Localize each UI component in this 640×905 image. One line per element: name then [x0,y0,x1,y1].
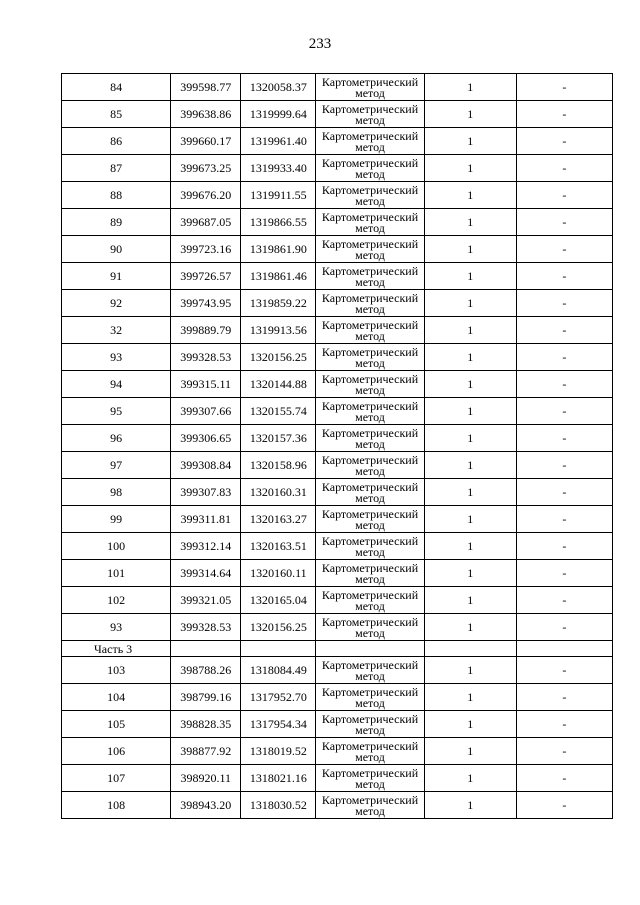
method-cell [316,371,424,398]
table-row [62,711,613,738]
note-cell: - [516,290,612,317]
method-line-2: метод [355,517,385,532]
x-coordinate-cell: 398799.16 [171,684,241,711]
table-row [62,344,613,371]
method-cell [316,425,424,452]
method-cell [316,452,424,479]
method-line-2: метод [355,112,385,127]
accuracy-cell: 1 [424,506,516,533]
y-coordinate-cell: 1317952.70 [241,684,316,711]
note-cell: - [516,657,612,684]
table-row [62,101,613,128]
table-row [62,182,613,209]
y-coordinate-cell: 1320157.36 [241,425,316,452]
note-cell: - [516,425,612,452]
method-cell [316,290,424,317]
method-cell [316,344,424,371]
accuracy-cell: 1 [424,684,516,711]
method-line-1: Картометрический [321,711,419,726]
point-number-cell: 89 [62,209,171,236]
method-line-2: метод [355,668,385,683]
accuracy-cell: 1 [424,425,516,452]
accuracy-cell: 1 [424,738,516,765]
note-cell: - [516,560,612,587]
method-line-1: Картометрический [321,479,419,494]
method-line-2: метод [355,436,385,451]
empty-cell [424,641,516,657]
accuracy-cell: 1 [424,344,516,371]
x-coordinate-cell: 399312.14 [171,533,241,560]
note-cell: - [516,182,612,209]
note-cell: - [516,533,612,560]
table-row [62,317,613,344]
accuracy-cell: 1 [424,371,516,398]
coordinates-table [61,73,613,819]
table-row [62,452,613,479]
note-cell: - [516,792,612,819]
table-row [62,155,613,182]
method-line-1: Картометрический [321,425,419,440]
table-row [62,398,613,425]
table-row [62,765,613,792]
coordinates-table-body-part-b [62,657,613,819]
point-number-cell: 101 [62,560,171,587]
point-number-cell: 94 [62,371,171,398]
method-line-1: Картометрический [321,182,419,197]
x-coordinate-cell: 399321.05 [171,587,241,614]
method-line-2: метод [355,220,385,235]
method-cell [316,684,424,711]
method-cell [316,236,424,263]
accuracy-cell: 1 [424,290,516,317]
y-coordinate-cell: 1319866.55 [241,209,316,236]
accuracy-cell: 1 [424,128,516,155]
accuracy-cell: 1 [424,587,516,614]
x-coordinate-cell: 399638.86 [171,101,241,128]
empty-cell [241,641,316,657]
method-cell [316,587,424,614]
x-coordinate-cell: 398877.92 [171,738,241,765]
method-line-2: метод [355,355,385,370]
point-number-cell: 99 [62,506,171,533]
y-coordinate-cell: 1320160.11 [241,560,316,587]
method-line-2: метод [355,301,385,316]
accuracy-cell: 1 [424,182,516,209]
method-line-1: Картометрический [321,317,419,332]
note-cell: - [516,738,612,765]
method-line-1: Картометрический [321,738,419,753]
note-cell: - [516,765,612,792]
method-line-1: Картометрический [321,533,419,548]
table-row [62,657,613,684]
accuracy-cell: 1 [424,560,516,587]
method-cell [316,560,424,587]
x-coordinate-cell: 399676.20 [171,182,241,209]
x-coordinate-cell: 399687.05 [171,209,241,236]
note-cell: - [516,317,612,344]
point-number-cell: 93 [62,614,171,641]
x-coordinate-cell: 399328.53 [171,614,241,641]
method-line-2: метод [355,722,385,737]
method-line-1: Картометрический [321,560,419,575]
note-cell: - [516,344,612,371]
method-cell [316,209,424,236]
point-number-cell: 98 [62,479,171,506]
x-coordinate-cell: 399726.57 [171,263,241,290]
method-cell [316,506,424,533]
method-line-1: Картометрический [321,371,419,386]
method-line-2: метод [355,328,385,343]
method-line-1: Картометрический [321,155,419,170]
accuracy-cell: 1 [424,452,516,479]
point-number-cell: 84 [62,74,171,101]
x-coordinate-cell: 398788.26 [171,657,241,684]
x-coordinate-cell: 399743.95 [171,290,241,317]
point-number-cell: 100 [62,533,171,560]
method-line-2: метод [355,625,385,640]
accuracy-cell: 1 [424,792,516,819]
table-row [62,74,613,101]
y-coordinate-cell: 1318019.52 [241,738,316,765]
x-coordinate-cell: 399306.65 [171,425,241,452]
y-coordinate-cell: 1319911.55 [241,182,316,209]
y-coordinate-cell: 1320156.25 [241,344,316,371]
table-row [62,479,613,506]
point-number-cell: 91 [62,263,171,290]
y-coordinate-cell: 1320144.88 [241,371,316,398]
point-number-cell: 92 [62,290,171,317]
x-coordinate-cell: 399723.16 [171,236,241,263]
y-coordinate-cell: 1319861.90 [241,236,316,263]
point-number-cell: 107 [62,765,171,792]
note-cell: - [516,398,612,425]
method-cell [316,182,424,209]
method-line-1: Картометрический [321,263,419,278]
point-number-cell: 97 [62,452,171,479]
y-coordinate-cell: 1318021.16 [241,765,316,792]
method-cell [316,792,424,819]
point-number-cell: 86 [62,128,171,155]
x-coordinate-cell: 398920.11 [171,765,241,792]
method-line-1: Картометрический [321,614,419,629]
x-coordinate-cell: 399311.81 [171,506,241,533]
table-row [62,236,613,263]
method-cell [316,533,424,560]
method-line-1: Картометрический [321,290,419,305]
note-cell: - [516,711,612,738]
table-row [62,792,613,819]
section-row [62,641,613,657]
method-line-2: метод [355,85,385,100]
x-coordinate-cell: 399314.64 [171,560,241,587]
method-line-1: Картометрический [321,74,419,89]
y-coordinate-cell: 1319913.56 [241,317,316,344]
accuracy-cell: 1 [424,317,516,344]
x-coordinate-cell: 399660.17 [171,128,241,155]
point-number-cell: 96 [62,425,171,452]
method-line-1: Картометрический [321,236,419,251]
y-coordinate-cell: 1320165.04 [241,587,316,614]
method-cell [316,155,424,182]
table-row [62,209,613,236]
y-coordinate-cell: 1320160.31 [241,479,316,506]
point-number-cell: 108 [62,792,171,819]
point-number-cell: 90 [62,236,171,263]
section-header [62,641,613,657]
method-cell [316,101,424,128]
method-line-2: метод [355,382,385,397]
x-coordinate-cell: 399308.84 [171,452,241,479]
y-coordinate-cell: 1318030.52 [241,792,316,819]
method-line-1: Картометрический [321,128,419,143]
method-cell [316,614,424,641]
empty-cell [516,641,612,657]
method-line-1: Картометрический [321,209,419,224]
point-number-cell: 95 [62,398,171,425]
accuracy-cell: 1 [424,765,516,792]
table-row [62,738,613,765]
method-line-1: Картометрический [321,587,419,602]
x-coordinate-cell: 399307.83 [171,479,241,506]
accuracy-cell: 1 [424,101,516,128]
y-coordinate-cell: 1319933.40 [241,155,316,182]
accuracy-cell: 1 [424,263,516,290]
method-line-1: Картометрический [321,398,419,413]
section-label: Часть 3 [62,641,171,657]
point-number-cell: 105 [62,711,171,738]
note-cell: - [516,263,612,290]
method-line-2: метод [355,803,385,818]
point-number-cell: 87 [62,155,171,182]
method-line-2: метод [355,544,385,559]
accuracy-cell: 1 [424,74,516,101]
y-coordinate-cell: 1317954.34 [241,711,316,738]
method-cell [316,657,424,684]
method-cell [316,398,424,425]
x-coordinate-cell: 399307.66 [171,398,241,425]
x-coordinate-cell: 399889.79 [171,317,241,344]
method-line-2: метод [355,409,385,424]
y-coordinate-cell: 1319859.22 [241,290,316,317]
table-row [62,371,613,398]
method-line-1: Картометрический [321,101,419,116]
empty-cell [316,641,424,657]
accuracy-cell: 1 [424,209,516,236]
note-cell: - [516,155,612,182]
method-line-2: метод [355,166,385,181]
note-cell: - [516,506,612,533]
method-line-1: Картометрический [321,792,419,807]
method-line-1: Картометрический [321,684,419,699]
y-coordinate-cell: 1320163.27 [241,506,316,533]
method-line-1: Картометрический [321,765,419,780]
method-line-2: метод [355,490,385,505]
method-line-2: метод [355,193,385,208]
method-cell [316,738,424,765]
accuracy-cell: 1 [424,479,516,506]
x-coordinate-cell: 398943.20 [171,792,241,819]
method-cell [316,711,424,738]
y-coordinate-cell: 1320163.51 [241,533,316,560]
point-number-cell: 103 [62,657,171,684]
table-row [62,290,613,317]
table-row [62,614,613,641]
method-line-2: метод [355,247,385,262]
method-line-2: метод [355,598,385,613]
point-number-cell: 85 [62,101,171,128]
table-row [62,560,613,587]
method-line-2: метод [355,274,385,289]
method-line-1: Картометрический [321,657,419,672]
table-row [62,263,613,290]
note-cell: - [516,614,612,641]
method-cell [316,765,424,792]
y-coordinate-cell: 1318084.49 [241,657,316,684]
y-coordinate-cell: 1319999.64 [241,101,316,128]
table-row [62,425,613,452]
method-cell [316,74,424,101]
table-row [62,684,613,711]
note-cell: - [516,371,612,398]
note-cell: - [516,74,612,101]
point-number-cell: 102 [62,587,171,614]
method-line-2: метод [355,463,385,478]
x-coordinate-cell: 399328.53 [171,344,241,371]
method-line-1: Картометрический [321,506,419,521]
method-line-2: метод [355,695,385,710]
accuracy-cell: 1 [424,657,516,684]
method-line-2: метод [355,139,385,154]
method-cell [316,317,424,344]
accuracy-cell: 1 [424,398,516,425]
table-row [62,533,613,560]
method-cell [316,479,424,506]
point-number-cell: 104 [62,684,171,711]
x-coordinate-cell: 399315.11 [171,371,241,398]
note-cell: - [516,128,612,155]
note-cell: - [516,452,612,479]
y-coordinate-cell: 1320158.96 [241,452,316,479]
accuracy-cell: 1 [424,236,516,263]
method-line-1: Картометрический [321,452,419,467]
table-row [62,587,613,614]
point-number-cell: 88 [62,182,171,209]
point-number-cell: 106 [62,738,171,765]
table-row [62,506,613,533]
y-coordinate-cell: 1320155.74 [241,398,316,425]
method-line-2: метод [355,749,385,764]
y-coordinate-cell: 1319961.40 [241,128,316,155]
x-coordinate-cell: 399673.25 [171,155,241,182]
note-cell: - [516,236,612,263]
empty-cell [171,641,241,657]
x-coordinate-cell: 399598.77 [171,74,241,101]
y-coordinate-cell: 1319861.46 [241,263,316,290]
note-cell: - [516,684,612,711]
y-coordinate-cell: 1320058.37 [241,74,316,101]
accuracy-cell: 1 [424,533,516,560]
note-cell: - [516,101,612,128]
y-coordinate-cell: 1320156.25 [241,614,316,641]
page-number: 233 [308,36,332,52]
note-cell: - [516,587,612,614]
coordinates-table-body-part-a [62,74,613,641]
accuracy-cell: 1 [424,614,516,641]
method-line-2: метод [355,776,385,791]
note-cell: - [516,479,612,506]
table-row [62,128,613,155]
point-number-cell: 93 [62,344,171,371]
method-cell [316,128,424,155]
method-line-2: метод [355,571,385,586]
method-cell [316,263,424,290]
x-coordinate-cell: 398828.35 [171,711,241,738]
accuracy-cell: 1 [424,155,516,182]
accuracy-cell: 1 [424,711,516,738]
point-number-cell: 32 [62,317,171,344]
note-cell: - [516,209,612,236]
method-line-1: Картометрический [321,344,419,359]
